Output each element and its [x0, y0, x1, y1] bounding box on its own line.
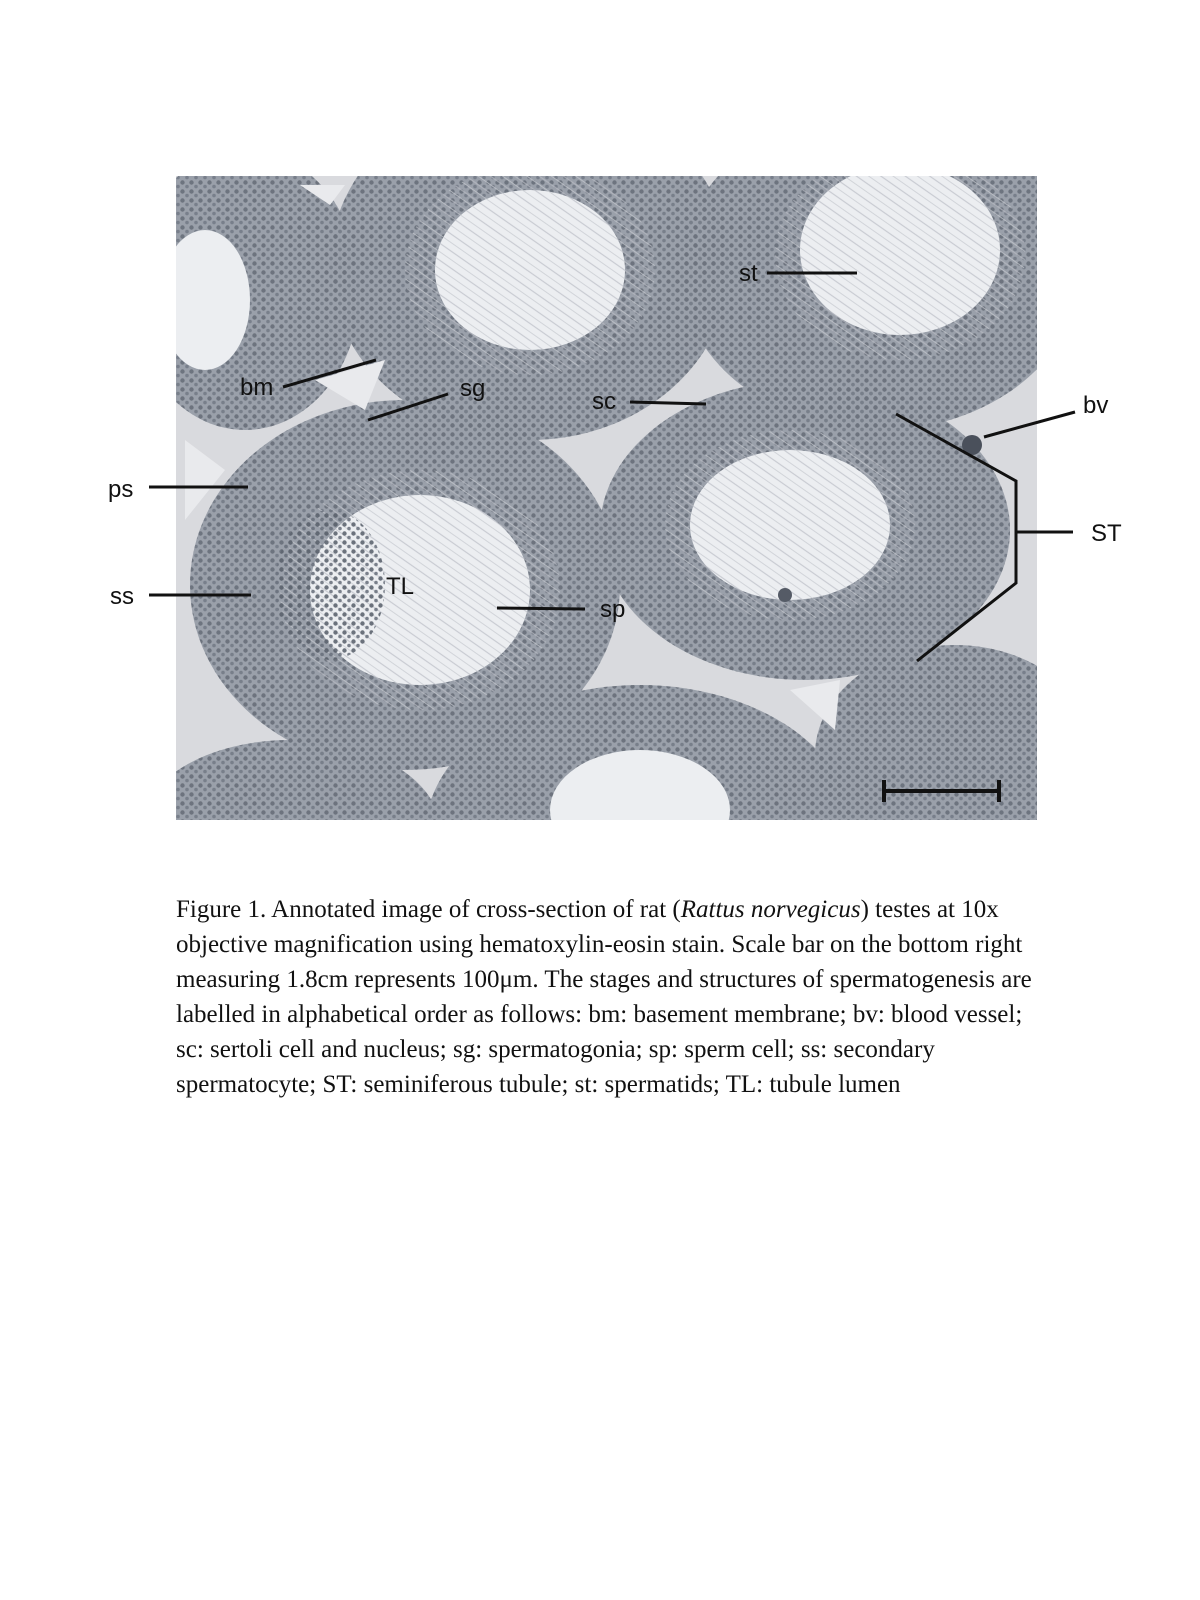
caption-text-end: ) testes at 10x objective magnification using hematoxylin-eosin stain. Scale bar on the bottom right measuring 1.8cm represents 100μm. The stages and structures of spermatogenesis are labelled in alphabetical order as follows: bm: basement membrane; bv: blood vessel; sc: sertoli cell and nucleus; sg: spermatogonia; sp: sperm cell; ss: secondary spermatocyte; ST: seminiferous tubule; st: spermatids; TL: tubule lumen [176, 896, 1032, 1098]
label-sp: sp [600, 596, 626, 623]
label-st: st [739, 260, 758, 287]
label-TL: TL [386, 573, 415, 600]
label-ST: ST [1091, 520, 1122, 547]
figure-caption [176, 892, 1046, 1102]
label-sg: sg [460, 375, 486, 402]
label-bv: bv [1083, 392, 1109, 419]
label-bm: bm [240, 374, 274, 401]
caption-species-name: Rattus norvegicus [680, 896, 861, 923]
caption-text-start: Figure 1. Annotated image of cross-section of rat ( [176, 896, 681, 923]
micrograph-image [130, 90, 1095, 900]
label-sc: sc [592, 388, 616, 415]
label-ps: ps [108, 476, 134, 503]
label-ss: ss [110, 583, 134, 610]
